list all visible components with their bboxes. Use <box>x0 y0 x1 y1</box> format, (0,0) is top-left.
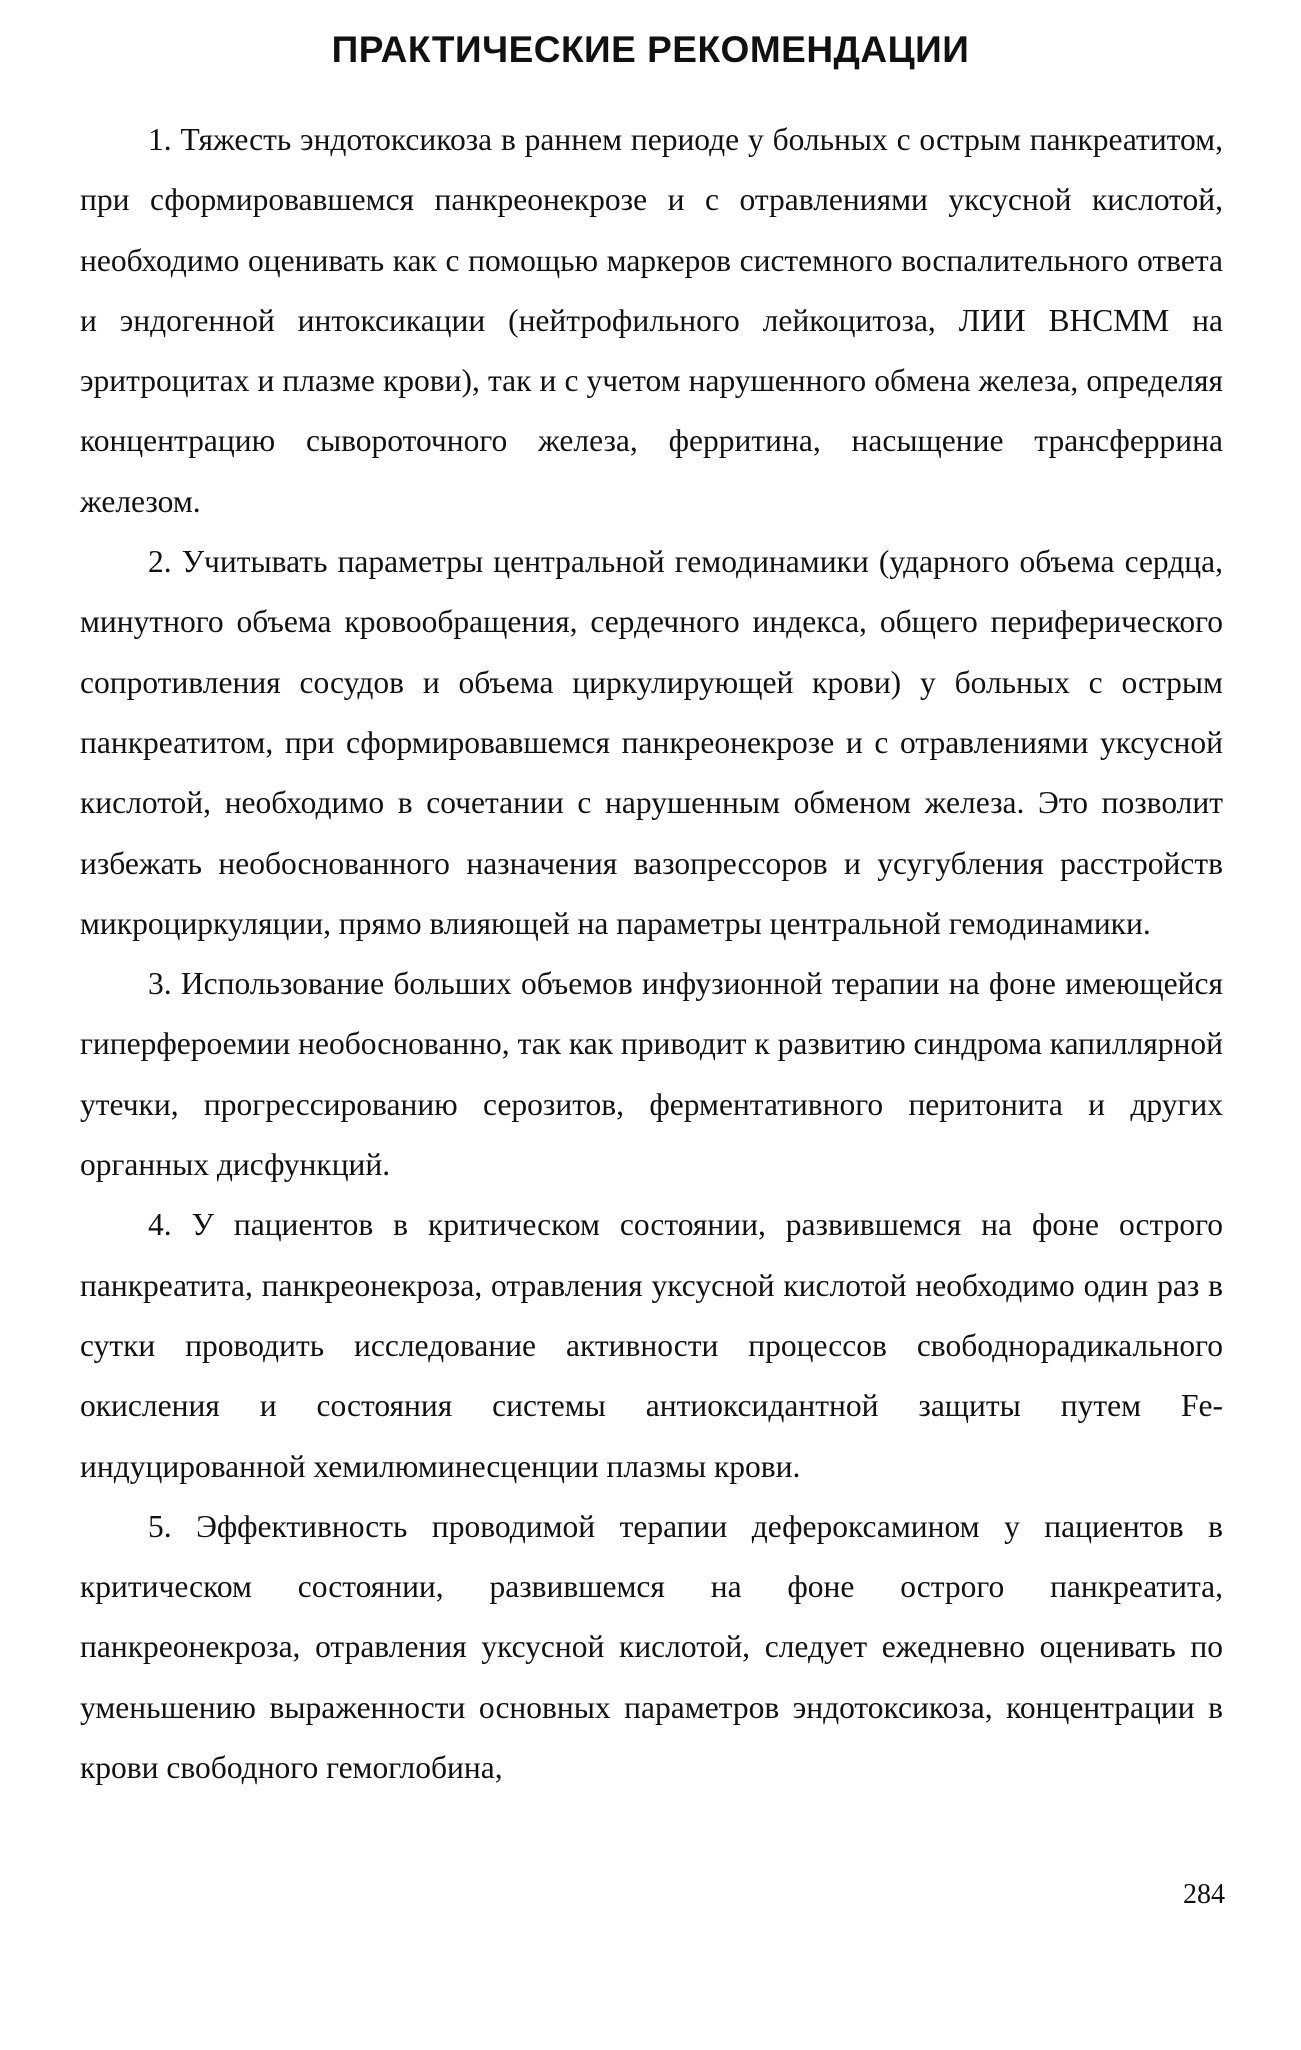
recommendation-paragraph-3: 3. Использование больших объемов инфузионной терапии на фоне имеющейся гиперфероемии необоснованно, так как приводит к развитию синдрома капиллярной утечки, прогрессированию серозитов, ферментативного перитонита и других органных дисфункций. <box>80 966 1223 1183</box>
recommendation-paragraph-1: 1. Тяжесть эндотоксикоза в раннем периоде у больных с острым панкреатитом, при сформировавшемся панкреонекрозе и с отравлениями уксусной кислотой, необходимо оценивать как с помощью маркеров системного воспалительного ответа и эндогенной интоксикации (нейтрофильного лейкоцитоза, ЛИИ ВНСММ на эритроцитах и плазме крови), так и с учетом нарушенного обмена железа, определяя концентрацию сывороточного железа, ферритина, насыщение трансферрина железом. <box>80 122 1223 519</box>
recommendation-paragraph-5: 5. Эффективность проводимой терапии дефероксамином у пациентов в критическом состоянии, развившемся на фоне острого панкреатита, панкреонекроза, отравления уксусной кислотой, следует ежедневно оценивать по уменьшению выраженности основных параметров эндотоксикоза, концентрации в крови свободного гемоглобина, <box>80 1508 1223 1786</box>
recommendation-paragraph-2: 2. Учитывать параметры центральной гемодинамики (ударного объема сердца, минутного объема кровообращения, сердечного индекса, общего периферического сопротивления сосудов и объема циркулирующей крови) у больных с острым панкреатитом, при сформировавшемся панкреонекрозе и с отравлениями уксусной кислотой, необходимо в сочетании с нарушенным обменом железа. Это позволит избежать необоснованного назначения вазопрессоров и усугубления расстройств микроциркуляции, прямо влияющей на параметры центральной гемодинамики. <box>80 544 1223 941</box>
page-title: ПРАКТИЧЕСКИЕ РЕКОМЕНДАЦИИ <box>331 29 970 70</box>
page-number: 284 <box>1183 1879 1225 1910</box>
recommendation-paragraph-4: 4. У пациентов в критическом состоянии, развившемся на фоне острого панкреатита, панкреонекроза, отравления уксусной кислотой необходимо один раз в сутки проводить исследование активности процессов свободнорадикального окисления и состояния системы антиоксидантной защиты путем Fe-индуцированной хемилюминесценции плазмы крови. <box>80 1207 1223 1484</box>
recommendations-body <box>80 110 1223 1798</box>
